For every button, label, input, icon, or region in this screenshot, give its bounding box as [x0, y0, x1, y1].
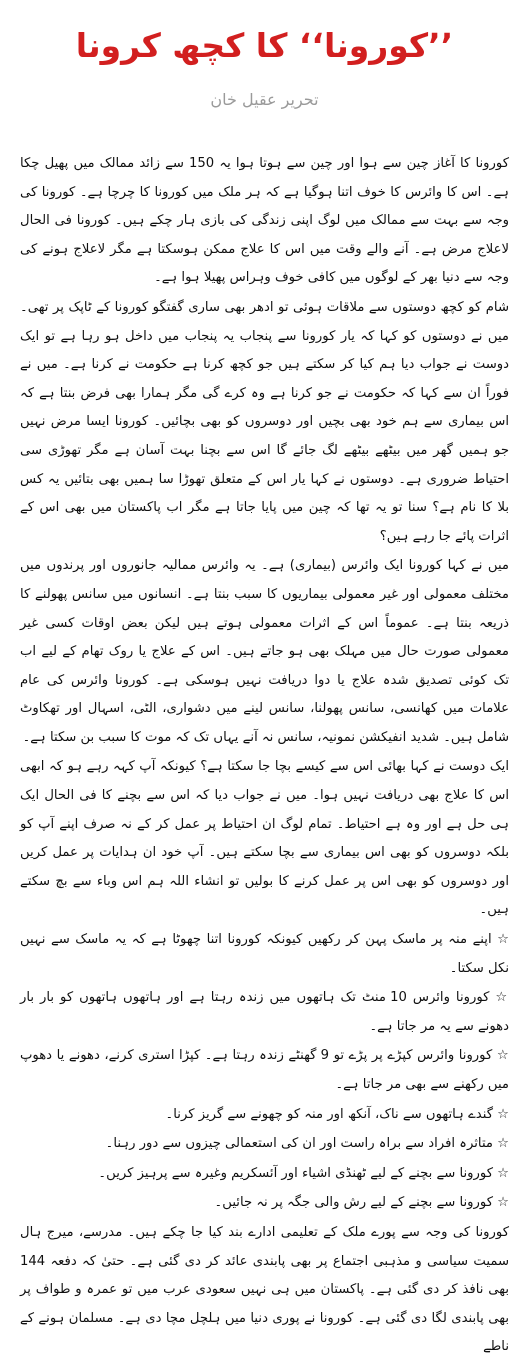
tip-item: ☆ متاثرہ افراد سے براہ راست اور ان کی استعمالی چیزوں سے دور رہنا۔	[105, 1136, 509, 1152]
paragraph-1: کورونا کا آغاز چین سے ہوا اور چین سے ہوتا ہوا یہ 150 سے زائد ممالک میں پھیل چکا ہے۔ اس کا وائرس کا خوف اتنا ہوگیا ہے کہ ہر ملک میں کورونا کا چرچا ہے۔ کورونا کی وجہ سے بہت سے ممالک میں لوگ اپنی زندگی کی بازی ہار چکے ہیں۔ کورونا فی الحال لاعلاج مرض ہے۔ آنے والے وقت میں اس کا علاج ممکن ہوسکتا ہے مگر لاعلاج ہونے کی وجہ سے دنیا بھر کے لوگوں میں کافی خوف وہراس پھیلا ہوا ہے۔	[20, 156, 509, 286]
tip-item: ☆ کورونا وائرس 10 منٹ تک ہاتھوں میں زندہ رہتا ہے اور ہاتھوں ہاتھوں کو بار بار دھونے سے یہ مر جاتا ہے۔	[20, 990, 510, 1034]
paragraph-2: شام کو کچھ دوستوں سے ملاقات ہوئی تو ادھر بھی ساری گفتگو کورونا کے ٹاپک پر تھی۔ میں نے دوستوں کو کہا کہ یار کورونا سے پنجاب یہ پنجاب میں داخل ہو رہا ہے تو ایک دوست نے جواب دیا ہم کیا کر سکتے ہیں جو کچھ کرنا ہے حکومت نے کرنا ہے۔ میں نے فوراً ان سے کہا کہ حکومت نے جو کرنا ہے وہ کرے گی مگر ہمارا بھی فرض بنتا ہے کہ اس بیماری سے ہم خود بھی بچیں اور دوسروں کو بھی بچائیں۔ کورونا ایسا مرض نہیں جو ہمیں گھر میں بیٹھے بیٹھے لگ جائے گا اس سے بچنا بہت آسان ہے مگر تھوڑی سی احتیاط ضروری ہے۔ دوستوں نے کہا یار اس کے متعلق تھوڑا سا ہمیں بھی بتائیں یہ کس بلا کا نام ہے؟ سنا تو یہ تھا کہ چین میں پایا جاتا ہے مگر اب پاکستان میں بھی اس کے اثرات پائے جا رہے ہیں؟	[20, 299, 509, 544]
article-title: ’’کورونا‘‘ کا کچھ کرونا	[75, 26, 454, 65]
paragraph-4: ایک دوست نے کہا بھائی اس سے کیسے بچا جا سکتا ہے؟ کیونکہ آپ کہہ رہے ہو کہ ابھی اس کا علاج بھی دریافت نہیں ہوا۔ میں نے جواب دیا کہ اس سے بچنے کا فی الحال ایک ہی حل ہے اور وہ ہے احتیاط۔ تمام لوگ ان احتیاط پر عمل کر کے نہ صرف اپنے آپ کو بلکہ دوسروں کو بھی اس بیماری سے بچا سکتے ہیں۔ آپ خود ان ہدایات پر عمل کریں اور دوسروں کو بھی اس پر عمل کرنے کا بولیں تو انشاء اللہ ہم اس وباء سے بچ سکتے ہیں۔	[20, 759, 509, 918]
tip-item: ☆ کورونا وائرس کپڑے پر پڑے تو 9 گھنٹے زندہ رہتا ہے۔ کپڑا استری کرنے، دھونے یا دھوپ میں رکھنے سے بھی مر جاتا ہے۔	[20, 1048, 509, 1092]
tip-item: ☆ کورونا سے بچنے کے لیے رش والی جگہ پر نہ جائیں۔	[214, 1195, 509, 1211]
article-body	[20, 150, 510, 1355]
article-byline: تحریر عقیل خان	[210, 90, 319, 109]
closing-paragraph: کورونا کی وجہ سے پورے ملک کے تعلیمی ادارے بند کیا جا چکے ہیں۔ مدرسے، میرج ہال سمیت سیاسی و مذہبی اجتماع پر بھی پابندی عائد کر دی گئی ہے۔ حتیٰ کہ دفعہ 144 بھی نافذ کر دی گئی ہے۔ پاکستان میں ہی نہیں سعودی عرب میں تو عمرہ و طواف پر بھی پابندی لگا دی گئی ہے۔ کورونا نے پوری دنیا میں ہلچل مچا دی ہے۔ مسلمان ہونے کے ناطے	[20, 1224, 509, 1355]
tip-item: ☆ اپنے منہ پر ماسک پہن کر رکھیں کیونکہ کورونا اتنا چھوٹا ہے کہ یہ ماسک سے نہیں نکل سکتا۔	[20, 932, 509, 976]
paragraph-3: میں نے کہا کورونا ایک وائرس (بیماری) ہے۔ یہ وائرس ممالیہ جانوروں اور پرندوں میں مختلف معمولی اور غیر معمولی بیماریوں کا سبب بنتا ہے۔ انسانوں میں سانس پھولنے کا ذریعہ بنتا ہے۔ عموماً اس کے اثرات معمولی ہوتے ہیں لیکن بعض اوقات کسی غیر معمولی صورت حال میں مہلک بھی ہو جاتے ہیں۔ اس کے علاج یا روک تھام کے لیے اب تک کوئی تصدیق شدہ علاج یا دوا دریافت نہیں ہوسکی ہے۔ کورونا وائرس کی عام علامات میں کھانسی، سانس پھولنا، سانس لینے میں دشواری، الٹی، اسہال اور تھکاوٹ شامل ہیں۔ شدید انفیکشن نمونیہ، سانس نہ آنے یہاں تک کہ موت کا سبب بن سکتا ہے۔	[20, 558, 509, 745]
tip-item: ☆ کورونا سے بچنے کے لیے ٹھنڈی اشیاء اور آئسکریم وغیرہ سے پرہیز کریں۔	[98, 1165, 509, 1181]
tip-item: ☆ گندے ہاتھوں سے ناک، آنکھ اور منہ کو چھونے سے گریز کرنا۔	[165, 1106, 509, 1122]
